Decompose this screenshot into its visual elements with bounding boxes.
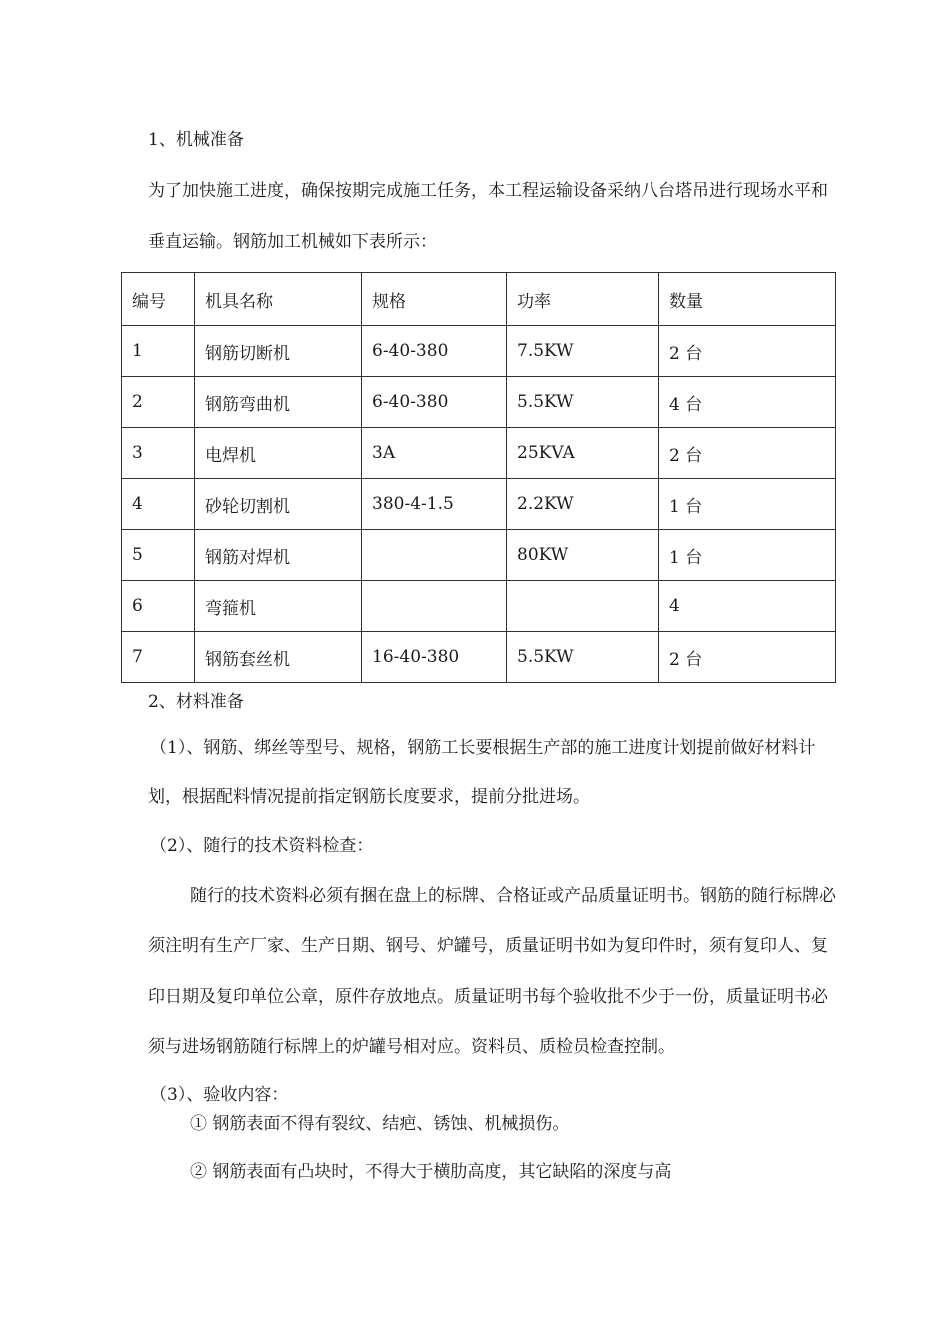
cell-machine-name: 钢筋弯曲机	[195, 377, 362, 428]
cell-quantity: 1 台	[659, 530, 836, 581]
item1-text-line: 划，根据配料情况提前指定钢筋长度要求，提前分批进场。	[148, 787, 590, 807]
cell-power: 2.2KW	[507, 479, 659, 530]
cell-spec: 3A	[362, 428, 507, 479]
cell-machine-name: 砂轮切割机	[195, 479, 362, 530]
cell-number: 1	[122, 326, 195, 377]
cell-spec: 16-40-380	[362, 632, 507, 683]
item2-text-line: 须注明有生产厂家、生产日期、钢号、炉罐号，质量证明书如为复印件时，须有复印人、复	[148, 936, 828, 956]
header-machine-name: 机具名称	[195, 273, 362, 326]
item3-point: ② 钢筋表面有凸块时，不得大于横肋高度，其它缺陷的深度与高	[190, 1162, 672, 1182]
equipment-table	[121, 272, 836, 683]
cell-machine-name: 弯箍机	[195, 581, 362, 632]
cell-machine-name: 钢筋套丝机	[195, 632, 362, 683]
cell-machine-name: 电焊机	[195, 428, 362, 479]
item2-heading: （2）、随行的技术资料检查：	[150, 836, 374, 856]
item2-text-line: 须与进场钢筋随行标牌上的炉罐号相对应。资料员、质检员检查控制。	[148, 1037, 675, 1057]
item1-text-line: （1）、钢筋、绑丝等型号、规格，钢筋工长要根据生产部的施工进度计划提前做好材料计	[150, 738, 816, 758]
table-row	[122, 377, 836, 428]
item3-point: ① 钢筋表面不得有裂纹、结疤、锈蚀、机械损伤。	[190, 1114, 570, 1134]
item3-heading: （3）、验收内容：	[150, 1085, 289, 1105]
cell-number: 2	[122, 377, 195, 428]
cell-number: 3	[122, 428, 195, 479]
table-row	[122, 632, 836, 683]
table-row	[122, 479, 836, 530]
table-row	[122, 581, 836, 632]
cell-quantity: 2 台	[659, 326, 836, 377]
cell-power: 5.5KW	[507, 377, 659, 428]
header-quantity: 数量	[659, 273, 836, 326]
header-spec: 规格	[362, 273, 507, 326]
cell-power: 25KVA	[507, 428, 659, 479]
header-number: 编号	[122, 273, 195, 326]
header-power: 功率	[507, 273, 659, 326]
cell-quantity: 4 台	[659, 377, 836, 428]
cell-power: 5.5KW	[507, 632, 659, 683]
cell-number: 6	[122, 581, 195, 632]
cell-quantity: 1 台	[659, 479, 836, 530]
table-row	[122, 428, 836, 479]
cell-spec	[362, 530, 507, 581]
cell-number: 5	[122, 530, 195, 581]
cell-spec: 380-4-1.5	[362, 479, 507, 530]
cell-spec	[362, 581, 507, 632]
cell-power: 7.5KW	[507, 326, 659, 377]
cell-spec: 6-40-380	[362, 326, 507, 377]
item2-text-line: 随行的技术资料必须有捆在盘上的标牌、合格证或产品质量证明书。钢筋的随行标牌必	[190, 886, 836, 906]
cell-spec: 6-40-380	[362, 377, 507, 428]
cell-machine-name: 钢筋对焊机	[195, 530, 362, 581]
intro-text-line: 垂直运输。钢筋加工机械如下表所示：	[148, 232, 437, 252]
cell-power: 80KW	[507, 530, 659, 581]
cell-quantity: 4	[659, 581, 836, 632]
cell-quantity: 2 台	[659, 428, 836, 479]
item2-text-line: 印日期及复印单位公章，原件存放地点。质量证明书每个验收批不少于一份，质量证明书必	[148, 987, 828, 1007]
intro-text-line: 为了加快施工进度，确保按期完成施工任务，本工程运输设备采纳八台塔吊进行现场水平和	[148, 181, 828, 201]
cell-number: 4	[122, 479, 195, 530]
cell-power	[507, 581, 659, 632]
table-row	[122, 530, 836, 581]
section1-heading: 1、机械准备	[148, 130, 244, 150]
cell-quantity: 2 台	[659, 632, 836, 683]
section2-heading: 2、材料准备	[148, 692, 244, 712]
table-row	[122, 326, 836, 377]
cell-number: 7	[122, 632, 195, 683]
cell-machine-name: 钢筋切断机	[195, 326, 362, 377]
table-header-row	[122, 273, 836, 326]
